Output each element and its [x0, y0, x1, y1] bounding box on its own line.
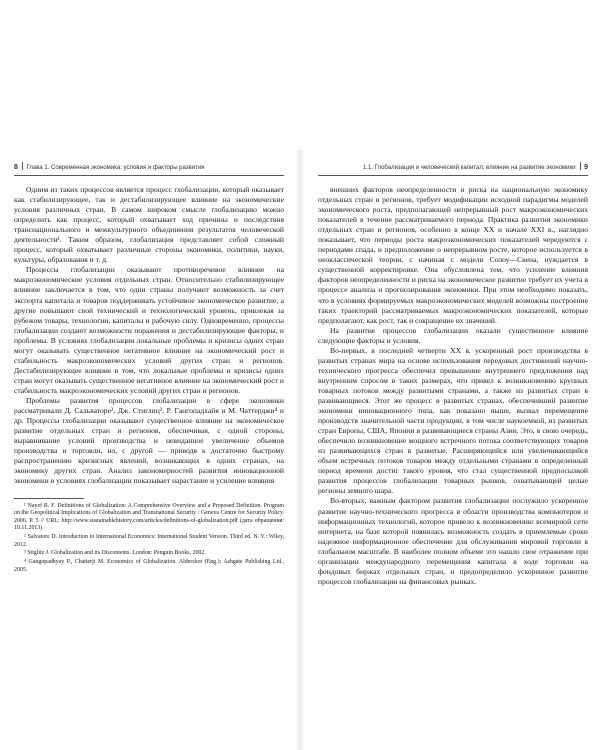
right-paragraph-2: На развитие процессов глобализации оказали существенное влияние следующие факторы и условия. — [318, 325, 588, 345]
right-paragraph-1: внешних факторов неопределенности и риска на национальную экономику отдельных стран и регионов, требует модификации исходной парадигмы моделей экономического роста, предполагающей непрерывный рост макроэкономических показателей в течение рассматриваемого периода. Практика развития экономики отдельных стран и регионов, особенно в конце XX и начале XXI в., наглядно показывает, что периоды роста макроэкономических показателей чередуются с периодами спада, и предположение о непрерывном росте, которое используется в неоклассической теории, с начиная с модели Солоу—Свена, нуждается в существенной корректировке. Она обусловлена тем, что усиление влияния факторов неопределенности и риска на экономическое развитие требует их учета в процессе анализа и прогнозирования экономики. При этом необходимо показать, что в условиях формируемых макроэкономических моделей возможны построение таких траекторий рассматриваемых макроэкономических показателей, которые предполагают, как рост, так и сокращение их значений. — [318, 185, 588, 325]
right-paragraph-3: Во-первых, в последней четверти XX в. ускоренный рост производства в развитых странах мира на основе использования передовых достижений научно-технического прогресса обеспечил превышение внутреннего предложения над внутренним спросом в таких размерах, что привел к возникновению крупных товарных потоков между развитыми странами, а также из развитых стран в развивающиеся. Этот же процесс в развитых странах, обеспечивший развитие экономики инновационного типа, как показано выше, вызвал перемещение производств значительной части продукции, в том числе наукоемкой, из развитых стран Европы, США, Японии в развивающиеся страны Азии. Это, в свою очередь, обеспечило возникновение мощного встречного потока соответствующих товаров из развивающихся стран в развитые. Расширяющийся или увеличивающийся объем встречных потоков товаров между отдельными странами в определенный период времени достиг такого уровня, что стал существенной предпосылкой развития процессов глобализации товарных рынков, охватывающей целые регионы земного шара. — [318, 345, 588, 496]
left-paragraph-1: Одним из таких процессов является процесс глобализации, который оказывает как стабилизирующее, так и дестабилизирующее влияние на экономические условия различных стран. В самом широком смысле глобализацию можно определить как процесс, который охватывает ход причины и последствия транснационального и межкультурного объединения результатов человеческой деятельности¹. Таким образом, глобализация представляет собой сложный процесс, который охватывает различные стороны экономики, политики, науки, культуры, образования и т. д. — [14, 185, 284, 265]
header-divider — [22, 162, 23, 170]
right-paragraph-4: Во-вторых, важным фактором развития глобализации послужило ускоренное развитие научно-технического прогресса в области производства компьютеров и информационных технологий, которое привело к возникновению всемирной сети интернета, на базе которой появилась возможность создать в приемлемые сроки надежное информационное обеспечение для обслуживания мировой торговли в глобальном масштабе. В наиболее полном объеме это нашло свое отражение при организации международного перемещения капитала в ходе торговли на фондовых биржах отдельных стран, и предопределило ускоренное развитие процессов глобализации на финансовых рынках. — [318, 496, 588, 586]
left-running-header — [14, 162, 284, 176]
right-running-header — [318, 162, 588, 176]
left-chapter-title: Глава 1. Современная экономика: условия и факторы развития — [26, 165, 205, 171]
footnote-1: ¹ Nayef R. F. Definitions of Globalization: A Comprehensive Overview and a Proposed Definition. Program on the Geopolitical Implications of Globalization and Transnational Security / Geneva Centre for Security Policy. 2006. P. 5 // URL: http://www.sustainablehistory.com/articles/definitions-of-globalization.pdf (дата обращения: 10.11.2013). — [14, 503, 284, 532]
footnote-rule — [14, 498, 84, 499]
header-divider — [580, 162, 581, 170]
right-page — [318, 162, 588, 587]
footnote-4: ⁴ Gangopadhyay P., Chatterji M. Economics of Globalization. Aldershot (Eng.): Ashgate Publishing Ltd., 2005. — [14, 559, 284, 573]
left-page-number: 8 — [14, 164, 18, 171]
left-paragraph-2: Процессы глобализации оказывают противоречивое влияние на макроэкономические условия отдельных стран. Относительно стабилизирующее влияние заключается в том, что одни страны получают возможность за счет экспорта капитала и товаров поддерживать устойчивое экономическое развитие, а другие повышают свой технический и технологический уровень, привлекая за рубежом товары, технологии, капиталы и рабочую силу. Одновременно, процессы глобализации создают возможности поражения и дестабилизирующие факторы, и проблемы. В условиях глобализации локальные проблемы и кризисы одних стран могут оказывать существенное негативное влияние на экономический рост и стабильность макроэкономических условий других стран и регионов. Дестабилизирующее влияние в том, что локальные проблемы и кризисы одних стран могут оказывать существенное негативное влияние на экономический рост и стабильность макроэкономических условий других стран и регионов. — [14, 265, 284, 395]
right-body-text — [318, 185, 588, 587]
right-page-number: 9 — [584, 164, 588, 171]
footnote-3: ³ Stiglitz J. Globalization and its Discontents. London: Penguin Books, 2002. — [24, 550, 206, 557]
page-gutter — [296, 150, 304, 750]
left-footnotes — [14, 498, 284, 574]
left-paragraph-3: Проблемы развития процессов глобализации в сфере экономики рассматривали Д. Сальваторе², Дж. Стиглиц³, Р. Гангопадхайя и М. Чаттерджи⁴ и др. Процессы глобализации оказывают существенное влияние на экономическое развитие отдельных стран и регионов, обеспечивая, с одной стороны, выравнивание условий производства и невиданное увеличение объемов производства и торговли, но, с другой — приводя к достаточно быстрому распространению кризисных явлений, возникающих в одних странах, на экономику других стран. Анализ закономерностей развития инновационной экономики в условиях глобализации показывает нарастание и усиление влияния — [14, 395, 284, 486]
footnote-2: ² Salvatore D. Introduction to International Economics: International Student Version. Third ed. N. Y.: Wiley, 2012. — [14, 534, 284, 548]
right-section-title: 1.1. Глобализация и человеческий капитал: влияние на развитие экономики — [362, 165, 576, 171]
left-page — [14, 162, 284, 576]
left-body-text — [14, 185, 284, 486]
